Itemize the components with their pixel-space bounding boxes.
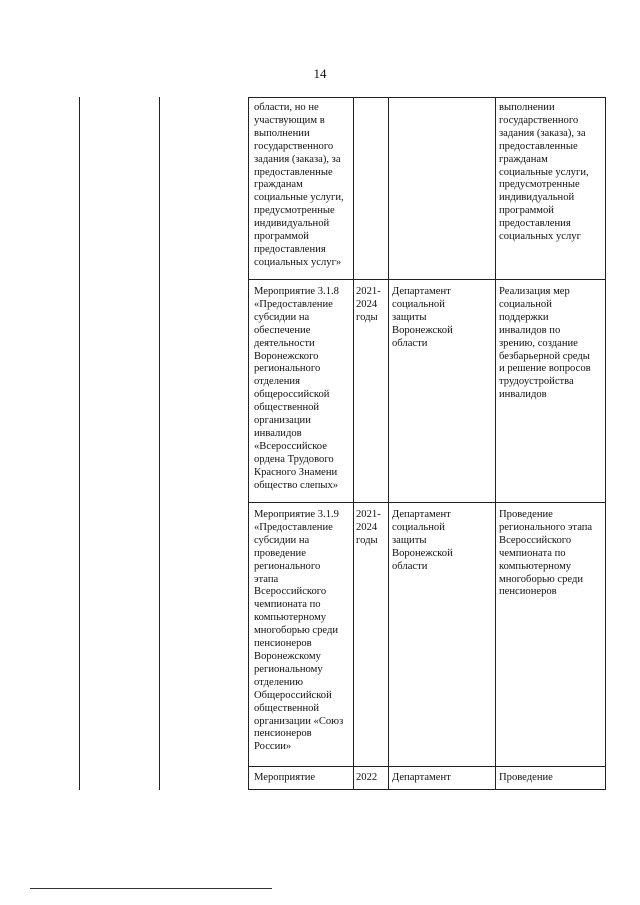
program-table (79, 97, 606, 790)
table-cell-period: 2022 (356, 772, 378, 783)
table-cell-result: выполнении государственного задания (заказа), за предоставленные гражданам социальные услуги, предусмотренные индивидуальной программой предоставления социальных услуг (499, 102, 589, 243)
table-column-divider (159, 97, 160, 790)
table-cell-executor: Департамент социальной защиты Воронежской области (392, 286, 453, 349)
table-row-divider (248, 502, 606, 503)
table-cell-executor: Департамент (392, 772, 451, 783)
table-column-divider (248, 97, 249, 790)
table-cell-period: 2021- 2024 годы (356, 286, 381, 323)
table-cell-period: 2021- 2024 годы (356, 509, 381, 546)
table-column-divider (353, 97, 354, 790)
table-cell-result: Реализация мер социальной поддержки инвалидов по зрению, создание безбарьерной среды и решение вопросов трудоустройства инвалидов (499, 286, 591, 401)
table-cell-executor: Департамент социальной защиты Воронежской области (392, 509, 453, 572)
page-number: 14 (313, 66, 327, 81)
table-column-divider (388, 97, 389, 790)
table-row-divider (248, 279, 606, 280)
table-row-divider (248, 766, 606, 767)
table-border-top (248, 97, 606, 98)
table-cell-activity: Мероприятие 3.1.8 «Предоставление субсидии на обеспечение деятельности Воронежского регионального отделения общероссийской общественной организации инвалидов «Всероссийское ордена Трудового Красного Знамени общество слепых» (254, 286, 339, 491)
table-border-left (79, 97, 80, 790)
table-border-bottom (248, 789, 606, 790)
table-cell-activity: области, но не участвующим в выполнении государственного задания (заказа), за предоставленные гражданам социальные услуги, предусмотренные индивидуальной программой предоставления социальных услуг» (254, 102, 344, 268)
table-cell-activity: Мероприятие 3.1.9 «Предоставление субсидии на проведение регионального этапа Всероссийского чемпионата по компьютерному многоборью среди пенсионеров Воронежскому региональному отделению Общероссийской общественной организации «Союз пенсионеров России» (254, 509, 344, 753)
table-column-divider (495, 97, 496, 790)
table-cell-result: Проведение (499, 772, 553, 783)
footer-rule (30, 888, 272, 889)
table-cell-activity: Мероприятие (254, 772, 316, 783)
table-border-right (605, 97, 606, 790)
table-cell-result: Проведение регионального этапа Всероссийского чемпионата по компьютерному многоборью среди пенсионеров (499, 509, 593, 598)
